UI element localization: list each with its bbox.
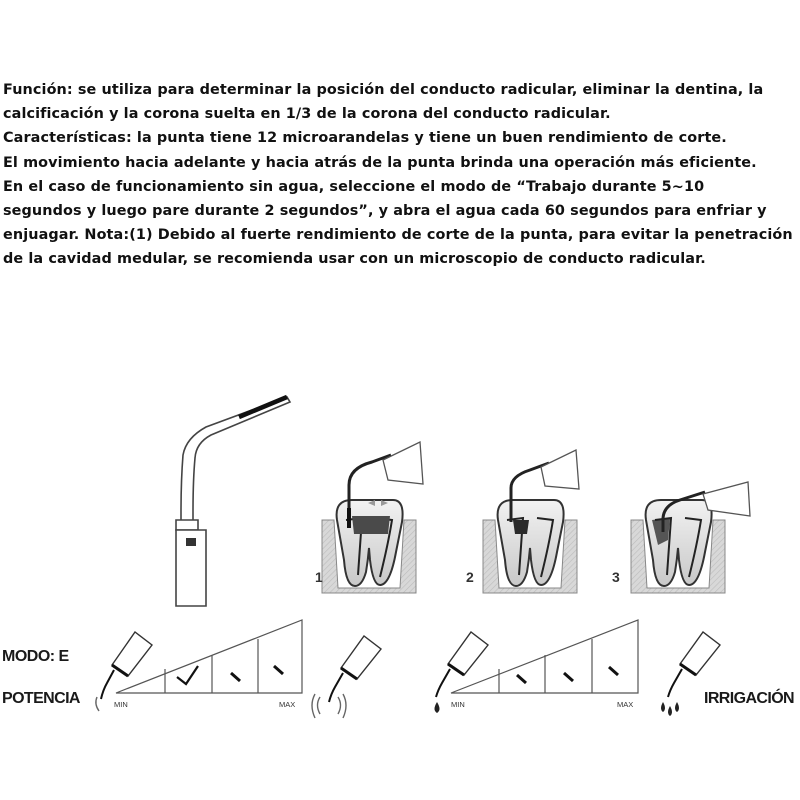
tooth-step-2-icon	[483, 450, 579, 593]
description-line: segundos y luego pare durante 2 segundos”, y abra el agua cada 60 segundos para enfriar y	[3, 203, 767, 220]
scaler-tip-icon	[176, 397, 290, 606]
mode-label: MODO: E	[2, 648, 69, 665]
description-line: enjuagar. Nota:(1) Debido al fuerte rendimiento de corte de la punta, para evitar la penetración	[3, 227, 793, 244]
max-label: MAX	[617, 700, 634, 709]
min-label: MIN	[114, 700, 128, 709]
tooth-step-3-icon	[631, 482, 750, 593]
power-label: POTENCIA	[2, 690, 80, 707]
tooth-step-1-icon	[322, 442, 423, 593]
description-line: de la cavidad medular, se recomienda usar con un microscopio de conducto radicular.	[3, 251, 706, 268]
max-label: MAX	[279, 700, 296, 709]
description-line: El movimiento hacia adelante y hacia atrás de la punta brinda una operación más eficiente.	[3, 154, 757, 171]
step-number: 2	[466, 569, 474, 585]
min-label: MIN	[451, 700, 465, 709]
step-number: 1	[315, 569, 323, 585]
description-line: Características: la punta tiene 12 microarandelas y tiene un buen rendimiento de corte.	[3, 130, 727, 147]
description-line: calcificación y la corona suelta en 1/3 de la corona del conducto radicular.	[3, 106, 611, 123]
irrigation-label: IRRIGACIÓN	[704, 690, 795, 707]
step-number: 3	[612, 569, 620, 585]
description-line: Función: se utiliza para determinar la posición del conducto radicular, eliminar la dentina, la	[3, 82, 764, 98]
description-line: En el caso de funcionamiento sin agua, seleccione el modo de “Trabajo durante 5~10	[3, 178, 705, 195]
handpiece-max-icon	[312, 636, 381, 718]
